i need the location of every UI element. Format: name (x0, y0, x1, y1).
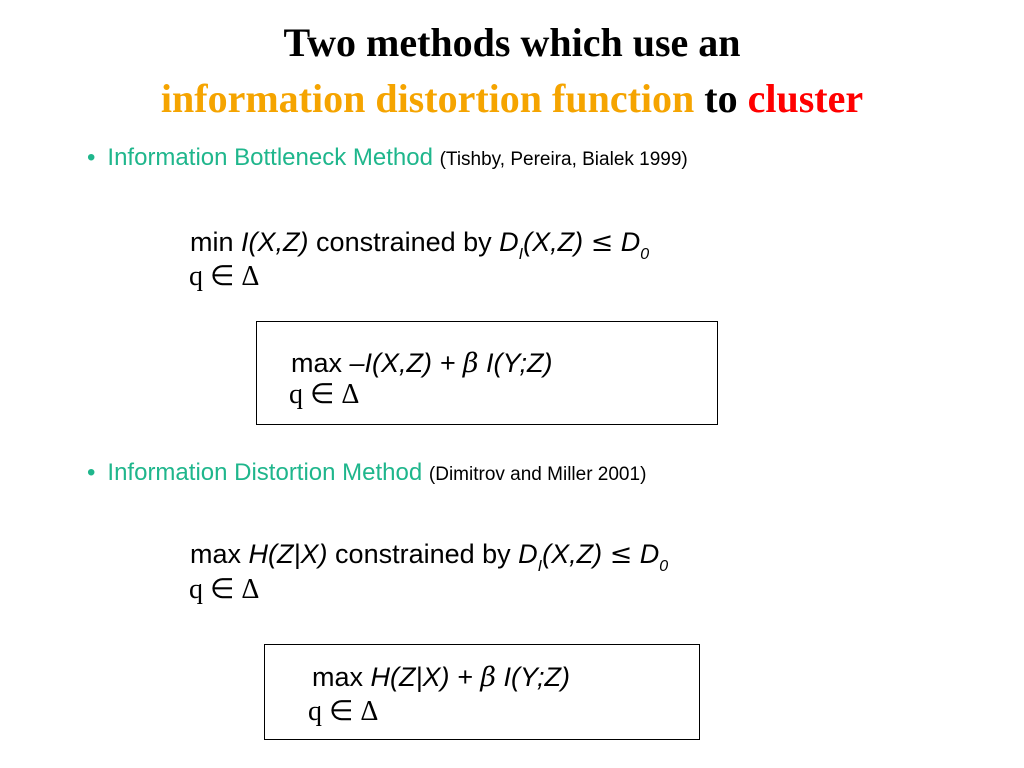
eq-d: D (518, 539, 538, 569)
boxed-term-b: I(Y;Z) (485, 348, 553, 378)
bullet-item-2 (87, 458, 646, 490)
boxed-term-a: H(Z|X) (370, 662, 450, 692)
eq-d0-subscript: 0 (659, 558, 669, 575)
eq-constrained-by: constrained by (335, 539, 511, 569)
boxed-operator: max (312, 662, 364, 692)
title-connector: to (704, 76, 738, 121)
boxed-term-a: –I(X,Z) (349, 348, 433, 378)
eq-d-args: (X,Z) (542, 539, 603, 569)
eq-operator: max (190, 539, 242, 569)
boxed-plus: + (439, 348, 456, 378)
eq-d0: D (620, 227, 641, 257)
eq-objective: H(Z|X) (248, 539, 328, 569)
eq-leq-symbol: ≤ (609, 539, 633, 570)
bullet-label: Information Distortion Method (107, 459, 423, 486)
eq-d-args: (X,Z) (523, 227, 584, 257)
bullet-dot-icon: • (87, 459, 96, 486)
slide-title-line2 (0, 76, 1024, 122)
boxed-domain-2: q ∈ Δ (308, 696, 379, 727)
beta-symbol: β (462, 348, 479, 379)
constraint-equation-2 (190, 538, 668, 575)
boxed-expression-1 (291, 347, 552, 380)
beta-symbol: β (480, 662, 496, 693)
eq-constrained-by: constrained by (316, 227, 492, 257)
boxed-operator: max (291, 348, 343, 378)
bullet-item-1 (87, 143, 688, 175)
eq-d0-subscript: 0 (640, 246, 650, 263)
eq-operator: min (190, 227, 234, 257)
eq-d0: D (639, 539, 660, 569)
eq-d-subscript: I (537, 558, 543, 575)
eq-leq-symbol: ≤ (590, 227, 614, 258)
eq-domain-2: q ∈ Δ (189, 574, 260, 605)
bullet-label: Information Bottleneck Method (107, 144, 433, 171)
boxed-expression-2 (312, 661, 570, 694)
eq-d: D (499, 227, 519, 257)
slide-title-line1: Two methods which use an (283, 20, 741, 65)
constraint-equation-1 (190, 226, 649, 263)
bullet-citation: (Tishby, Pereira, Bialek 1999) (439, 149, 688, 170)
eq-objective: I(X,Z) (241, 227, 309, 257)
boxed-plus: + (457, 662, 473, 692)
eq-d-subscript: I (518, 246, 524, 263)
title-highlight-phrase: information distortion function (160, 76, 695, 121)
boxed-domain-1: q ∈ Δ (289, 379, 360, 410)
bullet-dot-icon: • (87, 144, 96, 171)
bullet-citation: (Dimitrov and Miller 2001) (428, 464, 647, 485)
title-keyword: cluster (747, 76, 864, 121)
boxed-term-b: I(Y;Z) (503, 662, 570, 692)
eq-domain-1: q ∈ Δ (189, 261, 260, 292)
